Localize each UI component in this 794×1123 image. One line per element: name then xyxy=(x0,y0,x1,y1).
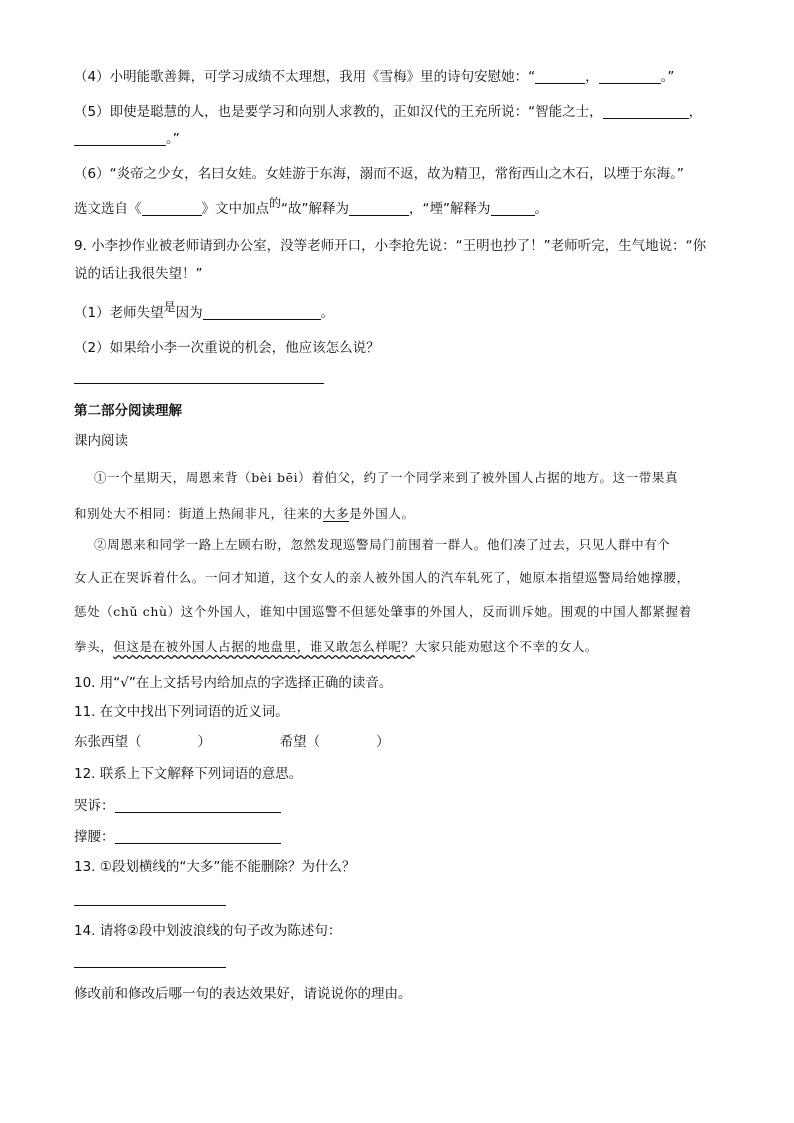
question-10: 10. 用“√”在上文括号内给加点的字选择正确的读音。 xyxy=(74,675,393,691)
question-9: 9. 小李抄作业被老师请到办公室，没等老师开口，小李抢先说：“王明也抄了！”老师听完，生气地说：“你 xyxy=(74,238,707,254)
question-8-5: （5）即使是聪慧的人，也是要学习和向别人求教的，正如汉代的王充所说：“智能之士， ， xyxy=(74,104,703,120)
answer-blank[interactable] xyxy=(115,829,281,844)
passage-p2-l3: 惩处（chǔ chù）这个外国人，谁知中国巡警不但惩处肇事的外国人，反而训斥她。围观的中国人都紧握着 xyxy=(74,604,692,619)
question-9-2: （2）如果给小李一次重说的机会，他应该怎么说？ xyxy=(74,340,380,356)
answer-blank[interactable] xyxy=(203,305,321,320)
answer-blank[interactable] xyxy=(535,69,585,84)
answer-blank[interactable] xyxy=(115,798,281,813)
passage-p2-l4: 拳头，但这是在被外国人占据的地盘里，谁又敢怎么样呢？大家只能劝慰这个不幸的女人。 xyxy=(74,639,599,654)
passage-p2-l2: 女人正在哭诉着什么。一问才知道，这个女人的亲人被外国人的汽车轧死了，她原本指望巡警局给她撑腰， xyxy=(74,570,690,585)
answer-blank[interactable] xyxy=(74,131,166,146)
question-13: 13. ①段划横线的“大多”能不能删除？为什么？ xyxy=(74,859,356,875)
question-8-6-cont: 选文选自《 》文中加点的“故”解释为 ，“堙”解释为 。 xyxy=(74,196,549,217)
answer-blank[interactable] xyxy=(603,104,689,119)
question-14: 14. 请将②段中划波浪线的句子改为陈述句： xyxy=(74,923,342,939)
passage-p1-l1: ①一个星期天，周恩来背（bèi bēi）着伯父，约了一个同学来到了被外国人占据的地方。这一带果真 xyxy=(94,470,679,485)
question-14-follow: 修改前和修改后哪一句的表达效果好，请说说你的理由。 xyxy=(74,986,412,1002)
question-12-word2: 撑腰： xyxy=(74,828,281,846)
question-11: 11. 在文中找出下列词语的近义词。 xyxy=(74,704,289,720)
passage-p2-l1: ②周恩来和同学一路上左顾右盼，忽然发现巡警局门前围着一群人。他们凑了过去，只见人群中有个 xyxy=(94,537,671,552)
question-8-4: （4）小明能歌善舞，可学习成绩不太理想，我用《雪梅》里的诗句安慰她：“ ， 。” xyxy=(74,69,675,85)
answer-blank[interactable] xyxy=(142,201,202,216)
question-12-word1: 哭诉： xyxy=(74,797,281,815)
answer-line[interactable] xyxy=(74,905,226,906)
underlined-word: 大多 xyxy=(322,506,350,521)
question-12: 12. 联系上下文解释下列词语的意思。 xyxy=(74,766,303,782)
section-heading: 第二部分阅读理解 xyxy=(74,403,182,419)
wavy-underlined-sentence: 但这是在被外国人占据的地盘里，谁又敢怎么样呢？ xyxy=(113,639,415,654)
answer-line[interactable] xyxy=(74,967,226,968)
answer-blank[interactable] xyxy=(491,201,535,216)
answer-line[interactable] xyxy=(74,383,324,384)
section-subheading: 课内阅读 xyxy=(74,433,128,449)
question-9-1: （1）老师失望是因为 。 xyxy=(74,300,335,321)
question-9-cont: 说的话让我很失望！” xyxy=(74,266,203,282)
question-8-5-cont: 。” xyxy=(74,130,180,148)
question-8-6: （6）“炎帝之少女，名曰女娃。女娃游于东海，溺而不返，故为精卫，常衔西山之木石，以堙于东海。” xyxy=(74,166,684,182)
question-11-words: 东张西望（ ） 希望（ ） xyxy=(74,734,390,750)
passage-p1-l2: 和别处大不相同：街道上热闹非凡，往来的大多是外国人。 xyxy=(74,506,415,521)
answer-blank[interactable] xyxy=(599,69,661,84)
answer-blank[interactable] xyxy=(349,201,409,216)
